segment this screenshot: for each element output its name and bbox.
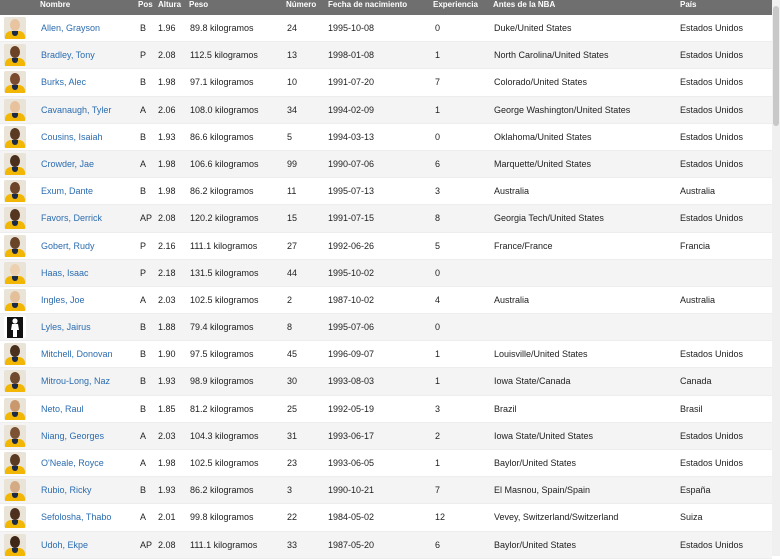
player-experience: 2 <box>435 430 441 441</box>
player-headshot[interactable] <box>4 262 26 284</box>
player-country: Estados Unidos <box>680 131 744 142</box>
player-weight: 89.8 kilogramos <box>190 23 254 33</box>
player-before-nba: Duke/United States <box>494 23 572 33</box>
header-exp[interactable]: Experiencia <box>433 0 478 9</box>
player-headshot[interactable] <box>4 289 26 311</box>
player-name-link[interactable]: Mitchell, Donovan <box>41 349 113 360</box>
player-weight: 111.1 kilogramos <box>190 539 258 550</box>
header-before[interactable]: Antes de la NBA <box>493 0 556 9</box>
player-headshot[interactable] <box>4 153 26 175</box>
player-name-link[interactable]: Sefolosha, Thabo <box>41 512 112 523</box>
player-height: 1.88 <box>158 322 176 333</box>
player-before-nba: France/France <box>494 240 553 251</box>
table-row <box>0 368 772 395</box>
player-country: Estados Unidos <box>680 213 744 224</box>
player-height: 1.98 <box>158 77 176 88</box>
player-pos: B <box>140 322 147 333</box>
player-birth-date: 1996-09-07 <box>328 349 375 360</box>
player-country: Estados Unidos <box>680 23 744 33</box>
headshot-jersey <box>5 303 25 311</box>
player-weight: 131.5 kilogramos <box>190 267 259 278</box>
headshot-face <box>10 128 20 140</box>
player-number: 99 <box>287 158 298 169</box>
player-birth-date: 1991-07-20 <box>328 77 375 88</box>
scrollbar-thumb[interactable] <box>773 6 779 126</box>
player-birth-date: 1995-07-13 <box>328 186 375 197</box>
player-country: Estados Unidos <box>680 158 744 169</box>
player-height: 1.98 <box>158 158 176 169</box>
player-before-nba: Baylor/United States <box>494 458 577 468</box>
headshot-jersey <box>5 58 25 66</box>
player-number: 5 <box>287 131 293 142</box>
player-weight: 108.0 kilogramos <box>190 104 259 115</box>
player-before-nba: Vevey, Switzerland/Switzerland <box>494 512 619 523</box>
player-number: 23 <box>287 458 298 468</box>
player-headshot[interactable] <box>4 71 26 93</box>
player-weight: 106.6 kilogramos <box>190 158 259 169</box>
player-name-link[interactable]: Haas, Isaac <box>41 267 89 278</box>
table-row <box>0 233 772 260</box>
player-weight: 120.2 kilogramos <box>190 213 259 224</box>
player-weight: 97.5 kilogramos <box>190 349 254 360</box>
player-headshot[interactable] <box>4 343 26 365</box>
player-experience: 12 <box>435 512 446 523</box>
nba-logo-silhouette-icon <box>7 317 23 338</box>
player-experience: 7 <box>435 485 441 496</box>
player-weight: 104.3 kilogramos <box>190 430 259 441</box>
player-birth-date: 1994-02-09 <box>328 104 375 115</box>
player-weight: 98.9 kilogramos <box>190 376 254 387</box>
table-row <box>0 97 772 124</box>
headshot-face <box>10 427 20 439</box>
header-name[interactable]: Nombre <box>40 0 71 9</box>
table-row <box>0 124 772 151</box>
player-name-link[interactable]: Mitrou-Long, Naz <box>41 376 111 387</box>
table-row <box>0 205 772 232</box>
headshot-face <box>10 237 20 249</box>
player-before-nba: Australia <box>494 294 530 305</box>
player-experience: 8 <box>435 213 441 224</box>
player-birth-date: 1998-01-08 <box>328 50 375 61</box>
table-row <box>0 341 772 368</box>
player-number: 3 <box>287 485 293 496</box>
player-before-nba: Colorado/United States <box>494 77 588 88</box>
player-experience: 1 <box>435 50 441 61</box>
player-country: Estados Unidos <box>680 430 744 441</box>
player-headshot[interactable] <box>4 425 26 447</box>
headshot-jersey <box>5 167 25 175</box>
player-country: Australia <box>680 186 716 197</box>
headshot-face <box>10 291 20 303</box>
headshot-jersey <box>5 548 25 556</box>
player-country: Estados Unidos <box>680 539 744 550</box>
player-country: Estados Unidos <box>680 458 744 468</box>
player-height: 2.08 <box>158 50 176 61</box>
player-pos: P <box>140 267 147 278</box>
player-height: 2.18 <box>158 267 176 278</box>
headshot-face <box>10 264 20 276</box>
player-height: 2.08 <box>158 213 176 224</box>
player-country: Estados Unidos <box>680 349 744 360</box>
player-country: Estados Unidos <box>680 104 744 115</box>
player-pos: B <box>140 349 147 360</box>
player-number: 2 <box>287 294 293 305</box>
headshot-jersey <box>5 412 25 420</box>
player-number: 25 <box>287 403 298 414</box>
player-height: 2.06 <box>158 104 176 115</box>
headshot-face <box>10 345 20 357</box>
player-birth-date: 1995-07-06 <box>328 322 375 333</box>
table-row <box>0 151 772 178</box>
player-height: 1.93 <box>158 485 176 496</box>
player-weight: 86.2 kilogramos <box>190 186 254 197</box>
player-country: Canada <box>680 376 712 387</box>
player-birth-date: 1993-08-03 <box>328 376 375 387</box>
player-before-nba: North Carolina/United States <box>494 50 609 61</box>
player-pos: B <box>140 77 147 88</box>
player-experience: 6 <box>435 539 441 550</box>
player-experience: 0 <box>435 322 441 333</box>
header-height[interactable]: Altura <box>158 0 182 9</box>
player-headshot[interactable] <box>4 398 26 420</box>
player-country: Estados Unidos <box>680 77 744 88</box>
table-row <box>0 314 772 341</box>
player-pos: A <box>140 104 147 115</box>
player-weight: 111.1 kilogramos <box>190 240 258 251</box>
player-experience: 3 <box>435 403 441 414</box>
headshot-jersey <box>5 276 25 284</box>
headshot-face <box>10 19 20 31</box>
player-experience: 0 <box>435 131 441 142</box>
headshot-face <box>10 101 20 113</box>
player-number: 34 <box>287 104 298 115</box>
player-headshot[interactable] <box>4 534 26 556</box>
roster-table-body <box>0 15 772 559</box>
player-birth-date: 1990-10-21 <box>328 485 375 496</box>
table-row <box>0 287 772 314</box>
player-pos: AP <box>140 539 153 550</box>
player-country: Australia <box>680 294 716 305</box>
player-experience: 7 <box>435 77 441 88</box>
headshot-jersey <box>5 493 25 501</box>
player-headshot[interactable] <box>4 207 26 229</box>
player-experience: 1 <box>435 349 441 360</box>
player-experience: 0 <box>435 267 441 278</box>
headshot-jersey <box>5 249 25 257</box>
player-name-link[interactable]: Cousins, Isaiah <box>41 131 103 142</box>
player-country: Estados Unidos <box>680 50 744 61</box>
player-number: 24 <box>287 23 298 33</box>
player-birth-date: 1992-06-26 <box>328 240 375 251</box>
player-number: 13 <box>287 50 298 61</box>
player-birth-date: 1987-10-02 <box>328 294 375 305</box>
player-name-link[interactable]: Gobert, Rudy <box>41 240 95 251</box>
headshot-face <box>10 155 20 167</box>
player-number: 45 <box>287 349 298 360</box>
player-birth-date: 1994-03-13 <box>328 131 375 142</box>
player-height: 2.01 <box>158 512 176 523</box>
player-headshot[interactable] <box>4 99 26 121</box>
player-birth-date: 1992-05-19 <box>328 403 375 414</box>
header-birth[interactable]: Fecha de nacimiento <box>328 0 408 9</box>
player-number: 33 <box>287 539 298 550</box>
player-number: 11 <box>287 186 297 197</box>
player-experience: 4 <box>435 294 441 305</box>
headshot-face <box>10 182 20 194</box>
player-height: 1.90 <box>158 349 176 360</box>
player-birth-date: 1993-06-05 <box>328 458 375 468</box>
headshot-jersey <box>5 466 25 474</box>
player-weight: 79.4 kilogramos <box>190 322 254 333</box>
player-name-link[interactable]: Favors, Derrick <box>41 213 103 224</box>
headshot-face <box>10 400 20 412</box>
player-before-nba: Georgia Tech/United States <box>494 213 604 224</box>
player-before-nba: Louisville/United States <box>494 349 588 360</box>
table-row <box>0 69 772 96</box>
headshot-jersey <box>5 194 25 202</box>
headshot-jersey <box>5 357 25 365</box>
player-pos: A <box>140 430 147 441</box>
player-number: 22 <box>287 512 298 523</box>
player-name-link[interactable]: Lyles, Jairus <box>41 322 91 333</box>
player-name-link[interactable]: Ingles, Joe <box>41 294 85 305</box>
player-headshot[interactable] <box>4 479 26 501</box>
player-number: 27 <box>287 240 298 251</box>
player-experience: 3 <box>435 186 441 197</box>
table-row <box>0 396 772 423</box>
player-height: 1.98 <box>158 186 176 197</box>
headshot-face <box>10 209 20 221</box>
table-row <box>0 423 772 450</box>
player-before-nba: Iowa State/Canada <box>494 376 571 387</box>
player-pos: A <box>140 512 147 523</box>
headshot-face <box>10 46 20 58</box>
player-number: 30 <box>287 376 298 387</box>
player-number: 31 <box>287 430 298 441</box>
player-name-link[interactable]: Exum, Dante <box>41 186 94 197</box>
headshot-face <box>10 372 20 384</box>
player-headshot[interactable] <box>4 235 26 257</box>
player-name-link[interactable]: O'Neale, Royce <box>41 458 104 468</box>
player-weight: 86.6 kilogramos <box>190 131 254 142</box>
player-weight: 102.5 kilogramos <box>190 294 259 305</box>
player-before-nba: Brazil <box>494 403 517 414</box>
player-birth-date: 1990-07-06 <box>328 158 375 169</box>
player-pos: B <box>140 23 147 33</box>
player-birth-date: 1993-06-17 <box>328 430 375 441</box>
headshot-jersey <box>5 221 25 229</box>
player-country: España <box>680 485 711 496</box>
player-birth-date: 1987-05-20 <box>328 539 375 550</box>
header-pos[interactable]: Pos <box>138 0 153 9</box>
player-experience: 1 <box>435 458 441 468</box>
player-name-link[interactable]: Rubio, Ricky <box>41 485 92 496</box>
headshot-jersey <box>5 113 25 121</box>
headshot-jersey <box>5 520 25 528</box>
player-experience: 0 <box>435 23 441 33</box>
player-birth-date: 1995-10-02 <box>328 267 375 278</box>
table-row <box>0 532 772 559</box>
player-birth-date: 1991-07-15 <box>328 213 375 224</box>
player-experience: 1 <box>435 104 441 115</box>
player-name-link[interactable]: Neto, Raul <box>41 403 84 414</box>
player-birth-date: 1984-05-02 <box>328 512 375 523</box>
headshot-face <box>10 454 20 466</box>
table-row <box>0 260 772 287</box>
player-name-link[interactable]: Udoh, Ekpe <box>41 539 89 550</box>
player-number: 10 <box>287 77 298 88</box>
player-height: 1.93 <box>158 376 176 387</box>
player-weight: 102.5 kilogramos <box>190 458 259 468</box>
player-height: 1.85 <box>158 403 176 414</box>
player-headshot[interactable] <box>4 180 26 202</box>
player-headshot[interactable] <box>4 126 26 148</box>
headshot-jersey <box>5 384 25 392</box>
player-before-nba: George Washington/United States <box>494 104 631 115</box>
player-number: 15 <box>287 213 298 224</box>
header-country[interactable]: País <box>680 0 697 9</box>
player-pos: AP <box>140 213 153 224</box>
player-country: Brasil <box>680 403 703 414</box>
table-row <box>0 450 772 477</box>
table-row <box>0 504 772 531</box>
headshot-jersey <box>5 85 25 93</box>
table-row <box>0 477 772 504</box>
player-height: 2.08 <box>158 539 176 550</box>
player-weight: 99.8 kilogramos <box>190 512 254 523</box>
table-row <box>0 178 772 205</box>
player-country: Francia <box>680 240 711 251</box>
table-row <box>0 15 772 42</box>
table-row <box>0 42 772 69</box>
player-headshot[interactable] <box>4 17 26 39</box>
player-weight: 86.2 kilogramos <box>190 485 254 496</box>
player-before-nba: Oklahoma/United States <box>494 131 592 142</box>
player-height: 2.03 <box>158 430 176 441</box>
player-number: 8 <box>287 322 293 333</box>
player-experience: 6 <box>435 158 441 169</box>
player-pos: P <box>140 50 147 61</box>
headshot-jersey <box>5 31 25 39</box>
player-before-nba: Iowa State/United States <box>494 430 594 441</box>
player-height: 2.03 <box>158 294 176 305</box>
player-headshot[interactable] <box>4 44 26 66</box>
player-pos: B <box>140 131 147 142</box>
scrollbar[interactable] <box>772 0 780 556</box>
player-pos: B <box>140 485 147 496</box>
player-headshot[interactable] <box>4 506 26 528</box>
player-pos: P <box>140 240 147 251</box>
player-experience: 1 <box>435 376 441 387</box>
headshot-jersey <box>5 439 25 447</box>
player-name-link[interactable]: Burks, Alec <box>41 77 87 88</box>
player-weight: 112.5 kilogramos <box>190 50 258 61</box>
player-experience: 5 <box>435 240 441 251</box>
headshot-jersey <box>5 140 25 148</box>
player-before-nba: Marquette/United States <box>494 158 592 169</box>
player-pos: A <box>140 294 147 305</box>
header-number[interactable]: Número <box>286 0 317 9</box>
player-pos: B <box>140 376 147 387</box>
player-pos: A <box>140 458 147 468</box>
player-headshot[interactable] <box>4 316 26 338</box>
headshot-face <box>10 508 20 520</box>
header-weight[interactable]: Peso <box>189 0 209 9</box>
player-birth-date: 1995-10-08 <box>328 23 375 33</box>
player-height: 1.93 <box>158 131 176 142</box>
player-height: 1.98 <box>158 458 176 468</box>
player-name-link[interactable]: Bradley, Tony <box>41 50 95 61</box>
player-before-nba: El Masnou, Spain/Spain <box>494 485 591 496</box>
player-name-link[interactable]: Allen, Grayson <box>41 23 101 33</box>
player-name-link[interactable]: Crowder, Jae <box>41 158 95 169</box>
player-pos: A <box>140 158 147 169</box>
player-number: 44 <box>287 267 298 278</box>
table-header <box>0 0 772 15</box>
headshot-face <box>10 536 20 548</box>
player-height: 2.16 <box>158 240 176 251</box>
player-before-nba: Baylor/United States <box>494 539 577 550</box>
player-weight: 97.1 kilogramos <box>190 77 254 88</box>
player-pos: B <box>140 403 147 414</box>
player-height: 1.96 <box>158 23 176 33</box>
player-country: Suiza <box>680 512 703 523</box>
player-name-link[interactable]: Cavanaugh, Tyler <box>41 104 112 115</box>
player-headshot[interactable] <box>4 370 26 392</box>
player-headshot[interactable] <box>4 452 26 474</box>
player-pos: B <box>140 186 147 197</box>
player-before-nba: Australia <box>494 186 530 197</box>
headshot-face <box>10 73 20 85</box>
headshot-face <box>10 481 20 493</box>
player-weight: 81.2 kilogramos <box>190 403 254 414</box>
player-name-link[interactable]: Niang, Georges <box>41 430 105 441</box>
